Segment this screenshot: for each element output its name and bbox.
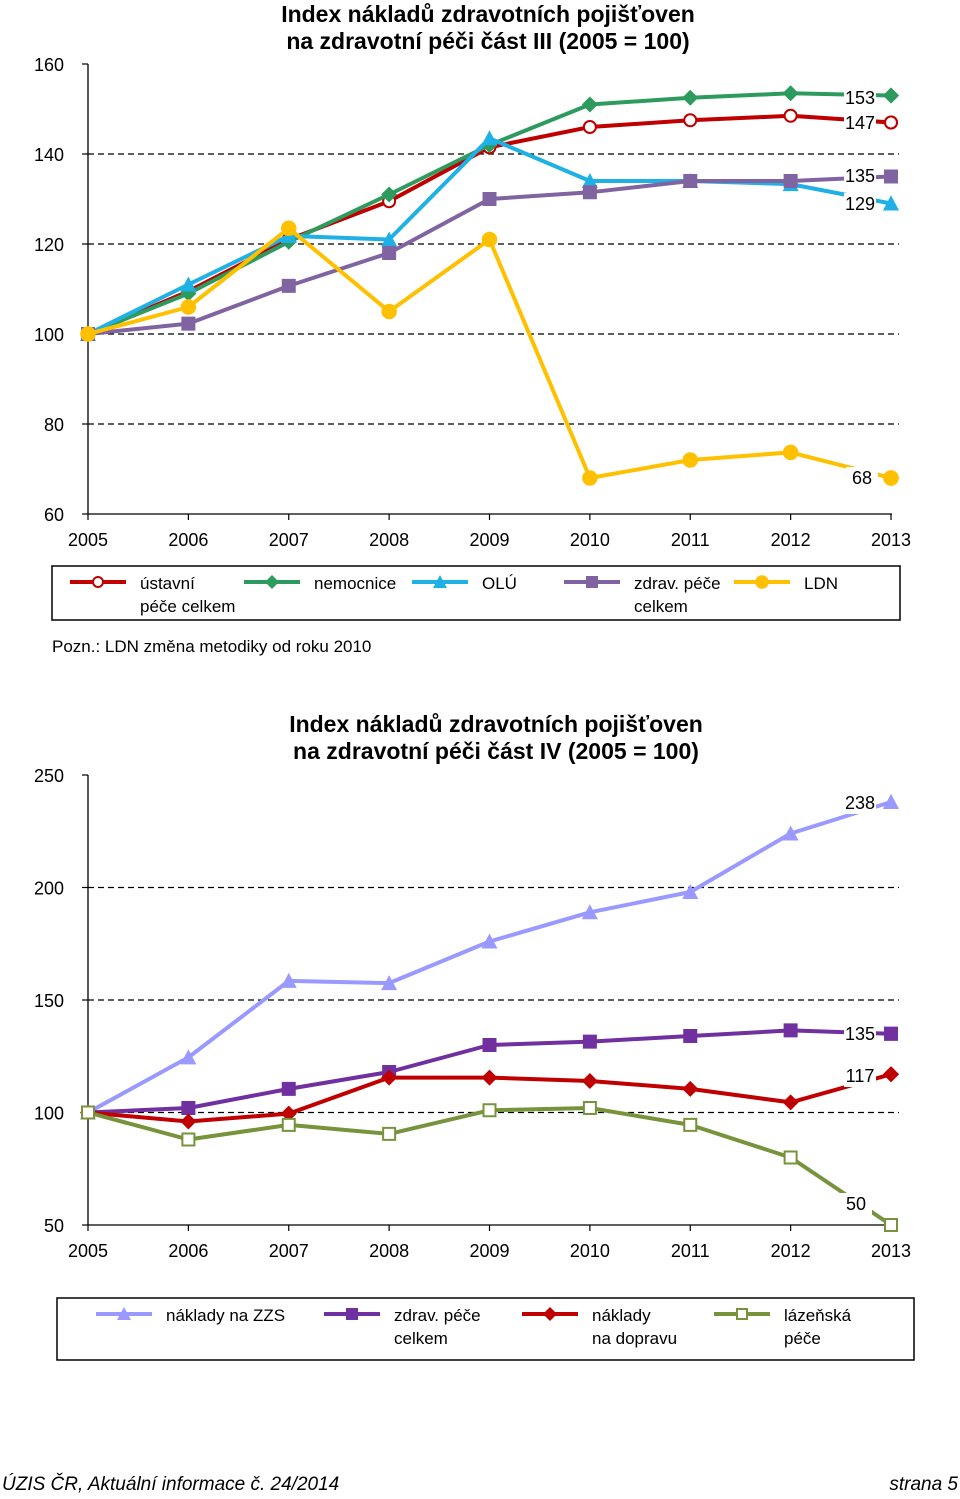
chart2-series-1-last-point: [883, 794, 899, 809]
chart2-ytick-label: 100: [33, 1103, 64, 1124]
chart1-title-line1: Index nákladů zdravotních pojišťoven: [281, 1, 695, 27]
chart2-series-4-point: [484, 1104, 496, 1116]
chart1-title-line2: na zdravotní péči část III (2005 = 100): [286, 28, 690, 54]
chart1-series-4-point: [483, 192, 497, 206]
chart1-series-3-point: [482, 130, 498, 145]
chart2-series-1-end-label: 238: [844, 793, 876, 813]
chart1-series-4-end-label: 135: [844, 166, 876, 186]
chart2-series-4-point: [785, 1152, 797, 1164]
page-footer: [0, 1474, 960, 1498]
chart2-xtick-label: 2007: [268, 1241, 309, 1261]
footer-right: strana 5: [889, 1474, 958, 1495]
chart1-series-5-point: [81, 327, 95, 341]
chart1-series-5-point: [282, 221, 296, 235]
chart1-xtick-label: 2007: [268, 530, 309, 550]
chart1-series-1-point: [584, 121, 596, 133]
chart2-legend-label: celkem: [394, 1329, 448, 1348]
chart1-series-5-point: [181, 300, 195, 314]
footer-left: ÚZIS ČR, Aktuální informace č. 24/2014: [2, 1474, 340, 1495]
chart2-series-2-last-point: [884, 1027, 898, 1041]
chart2-series-4-point: [283, 1119, 295, 1131]
chart1-note: Pozn.: LDN změna metodiky od roku 2010: [52, 637, 372, 656]
chart2-legend-label: péče: [784, 1329, 821, 1348]
chart1-series-2-end-label: 153: [844, 88, 876, 108]
chart2-series-3-end-label: 117: [845, 1066, 875, 1086]
chart1-series-5-last-point: [884, 471, 898, 485]
chart2-ytick-label: 150: [33, 991, 64, 1011]
chart2-xtick-label: 2006: [168, 1241, 209, 1261]
chart1-legend-swatch-marker: [756, 576, 768, 588]
chart1-legend-label: LDN: [804, 574, 839, 593]
chart2-xtick-label: 2010: [569, 1241, 610, 1261]
chart2-series-3-point: [582, 1073, 598, 1089]
chart1-ytick-label: 140: [33, 145, 64, 165]
chart1-series-2-last-point: [883, 88, 899, 104]
chart1-series-4-point: [583, 185, 597, 199]
chart2-series-2-end-label: 135: [844, 1024, 876, 1044]
chart2-legend-label: lázeňská: [784, 1306, 852, 1325]
chart1-series-5-point: [382, 305, 396, 319]
chart2-xtick-label: 2012: [770, 1241, 811, 1261]
chart1-series-4-point: [282, 279, 296, 293]
chart1-legend-label: OLÚ: [482, 574, 517, 593]
chart1-xtick-label: 2013: [870, 530, 912, 550]
chart2-series-2-point: [181, 1101, 195, 1115]
chart2-series-2-point: [483, 1038, 497, 1052]
chart1-series-1-point: [785, 110, 797, 122]
chart2-series-3-point: [180, 1114, 196, 1130]
chart2-legend-label: na dopravu: [592, 1329, 678, 1348]
chart1-series-4-point: [181, 317, 195, 331]
chart2-legend-label: náklady: [592, 1306, 651, 1325]
chart1-legend-label: péče celkem: [140, 597, 236, 616]
chart2-ytick-label: 250: [33, 766, 64, 786]
chart2-series-2-point: [282, 1082, 296, 1096]
chart1-series-5-point: [483, 233, 497, 247]
chart2-series-1-line: [88, 802, 891, 1113]
chart1-legend-label: ústavní: [140, 574, 195, 593]
chart1-legend-label: zdrav. péče: [634, 574, 721, 593]
chart2-series-4-point: [684, 1119, 696, 1131]
chart2-series-2-point: [683, 1029, 697, 1043]
chart2-series-2-point: [583, 1035, 597, 1049]
chart1-ytick-label: 60: [43, 505, 64, 525]
chart2-series-4-point: [182, 1134, 194, 1146]
chart2-xtick-label: 2013: [870, 1241, 912, 1261]
chart2-xtick-label: 2011: [670, 1241, 710, 1261]
chart1-series-5-point: [683, 453, 697, 467]
chart2-legend-label: náklady na ZZS: [166, 1306, 286, 1325]
chart2-title-line2: na zdravotní péči část IV (2005 = 100): [293, 738, 699, 764]
chart2-series-3-last-point: [883, 1066, 899, 1082]
chart1-series-3-end-label: 129: [844, 194, 876, 214]
chart1-ytick-label: 80: [43, 415, 64, 435]
chart2-series-2-point: [784, 1023, 798, 1037]
chart1-series-4-point: [683, 174, 697, 188]
chart1-legend-label: nemocnice: [314, 574, 397, 593]
chart1-xtick-label: 2006: [168, 530, 209, 550]
chart1-series-5-point: [583, 471, 597, 485]
chart1-ytick-label: 160: [33, 55, 64, 75]
chart1-series-4-last-point: [884, 170, 898, 184]
chart1-series-2-point: [783, 85, 799, 101]
chart1-series-1-end-label: 147: [844, 113, 876, 133]
chart2-xtick-label: 2008: [369, 1241, 410, 1261]
chart2-xtick-label: 2005: [67, 1241, 109, 1261]
chart2-ytick-label: 50: [43, 1216, 64, 1236]
chart1-legend-swatch-marker: [93, 577, 103, 587]
chart1-series-4-point: [784, 174, 798, 188]
chart2-legend-swatch-marker: [346, 1308, 358, 1320]
chart1-series-4-point: [382, 246, 396, 260]
chart1-series-5-point: [784, 445, 798, 459]
chart1-legend-label: celkem: [634, 597, 688, 616]
chart1-ytick-label: 100: [33, 325, 64, 345]
chart1-xtick-label: 2005: [67, 530, 109, 550]
chart2-ytick-label: 200: [33, 878, 64, 899]
chart1-series-1-point: [684, 114, 696, 126]
chart1-series-2-line: [88, 93, 891, 334]
chart1-xtick-label: 2009: [469, 530, 510, 550]
chart1-xtick-label: 2010: [569, 530, 610, 550]
chart2-series-4-point: [584, 1102, 596, 1114]
chart2-legend-label: zdrav. péče: [394, 1306, 481, 1325]
chart1-series-5-line: [88, 228, 891, 478]
chart1-xtick-label: 2008: [369, 530, 410, 550]
chart2-xtick-label: 2009: [469, 1241, 510, 1261]
chart2-series-3-point: [682, 1081, 698, 1097]
chart2-series-4-point: [383, 1128, 395, 1140]
chart2-title-line1: Index nákladů zdravotních pojišťoven: [289, 711, 703, 737]
chart1-series-2-point: [682, 90, 698, 106]
chart1-xtick-label: 2012: [770, 530, 811, 550]
chart2-series-3-point: [482, 1070, 498, 1086]
chart2-series-4-point: [82, 1107, 94, 1119]
chart1-legend-swatch-marker: [586, 576, 598, 588]
chart1-series-1-last-point: [885, 117, 897, 129]
chart1-ytick-label: 120: [33, 235, 64, 255]
chart2-legend-swatch-marker: [737, 1309, 747, 1319]
chart2-series-4-last-point: [885, 1219, 897, 1231]
chart2-series-4-end-label: 50: [845, 1194, 867, 1214]
chart2-series-3-point: [783, 1094, 799, 1110]
chart2-series-4-line: [88, 1108, 891, 1225]
chart1-series-2-point: [582, 97, 598, 113]
chart1-xtick-label: 2011: [670, 530, 710, 550]
chart1-series-5-end-label: 68: [851, 468, 873, 488]
